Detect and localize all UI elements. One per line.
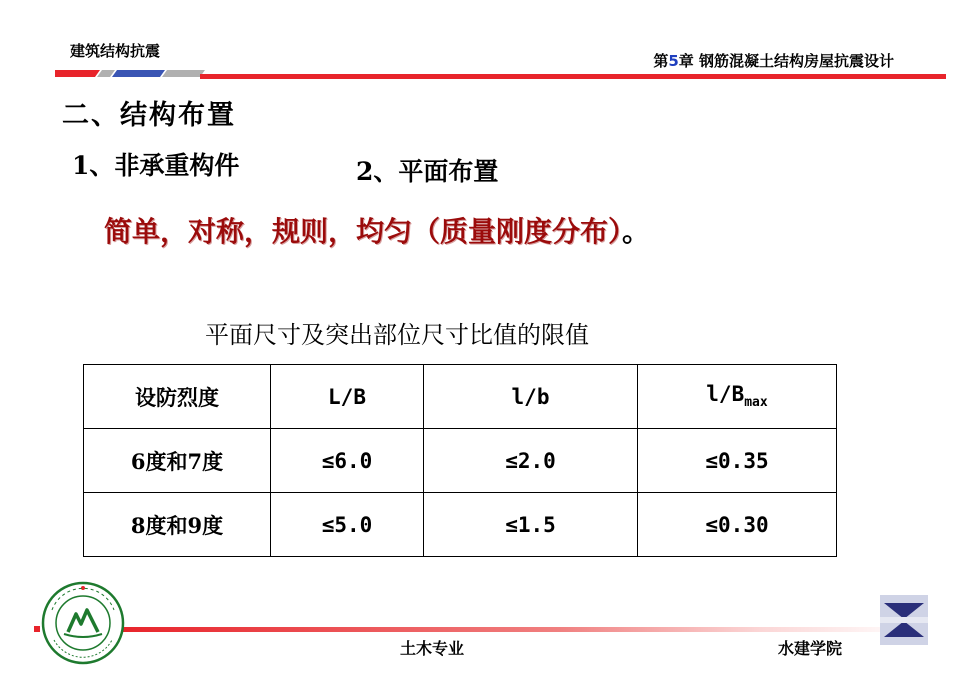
sub-item-plan-layout: 2、平面布置 xyxy=(356,157,499,186)
header-divider xyxy=(200,74,946,79)
course-title: 建筑结构抗震 xyxy=(70,42,161,60)
university-seal-icon xyxy=(40,580,126,666)
cell-intensity: 8度和9度 xyxy=(84,493,271,557)
ratio-limit-table xyxy=(83,364,837,557)
header-intensity: 设防烈度 xyxy=(84,365,271,429)
cell-intensity: 6度和7度 xyxy=(84,429,271,493)
cell-l-b: ≤2.0 xyxy=(424,429,638,493)
navigation-arrows-icon[interactable] xyxy=(880,595,928,645)
cell-L-B: ≤5.0 xyxy=(271,493,424,557)
cell-l-b: ≤1.5 xyxy=(424,493,638,557)
header-L-B: L/B xyxy=(271,365,424,429)
table-row xyxy=(84,493,837,557)
footer-major: 土木专业 xyxy=(400,639,465,658)
table-header-row xyxy=(84,365,837,429)
chapter-prefix: 第 xyxy=(653,52,669,70)
cell-l-Bmax: ≤0.30 xyxy=(638,493,837,557)
layout-principle xyxy=(104,210,650,250)
section-title: 二、结构布置 xyxy=(62,100,236,131)
table-caption: 平面尺寸及突出部位尺寸比值的限值 xyxy=(205,321,589,349)
header-l-b: l/b xyxy=(424,365,638,429)
header-l-B-main: l/B xyxy=(706,382,745,407)
header-decor-bar xyxy=(55,70,205,77)
cell-L-B: ≤6.0 xyxy=(271,429,424,493)
header-l-Bmax xyxy=(638,365,837,429)
cell-l-Bmax: ≤0.35 xyxy=(638,429,837,493)
chapter-suffix: 章 钢筋混凝土结构房屋抗震设计 xyxy=(678,52,894,70)
layout-principle-end: 。 xyxy=(622,215,651,248)
chapter-number: 5 xyxy=(668,52,679,70)
chapter-title xyxy=(653,50,894,71)
header-max-sub: max xyxy=(744,395,768,411)
footer-divider xyxy=(120,627,920,632)
sub-item-nonstructural: 1、非承重构件 xyxy=(72,151,240,180)
footer-school: 水建学院 xyxy=(778,639,843,658)
layout-principle-text: 简单，对称，规则，均匀（质量刚度分布） xyxy=(104,215,623,248)
table-row xyxy=(84,429,837,493)
